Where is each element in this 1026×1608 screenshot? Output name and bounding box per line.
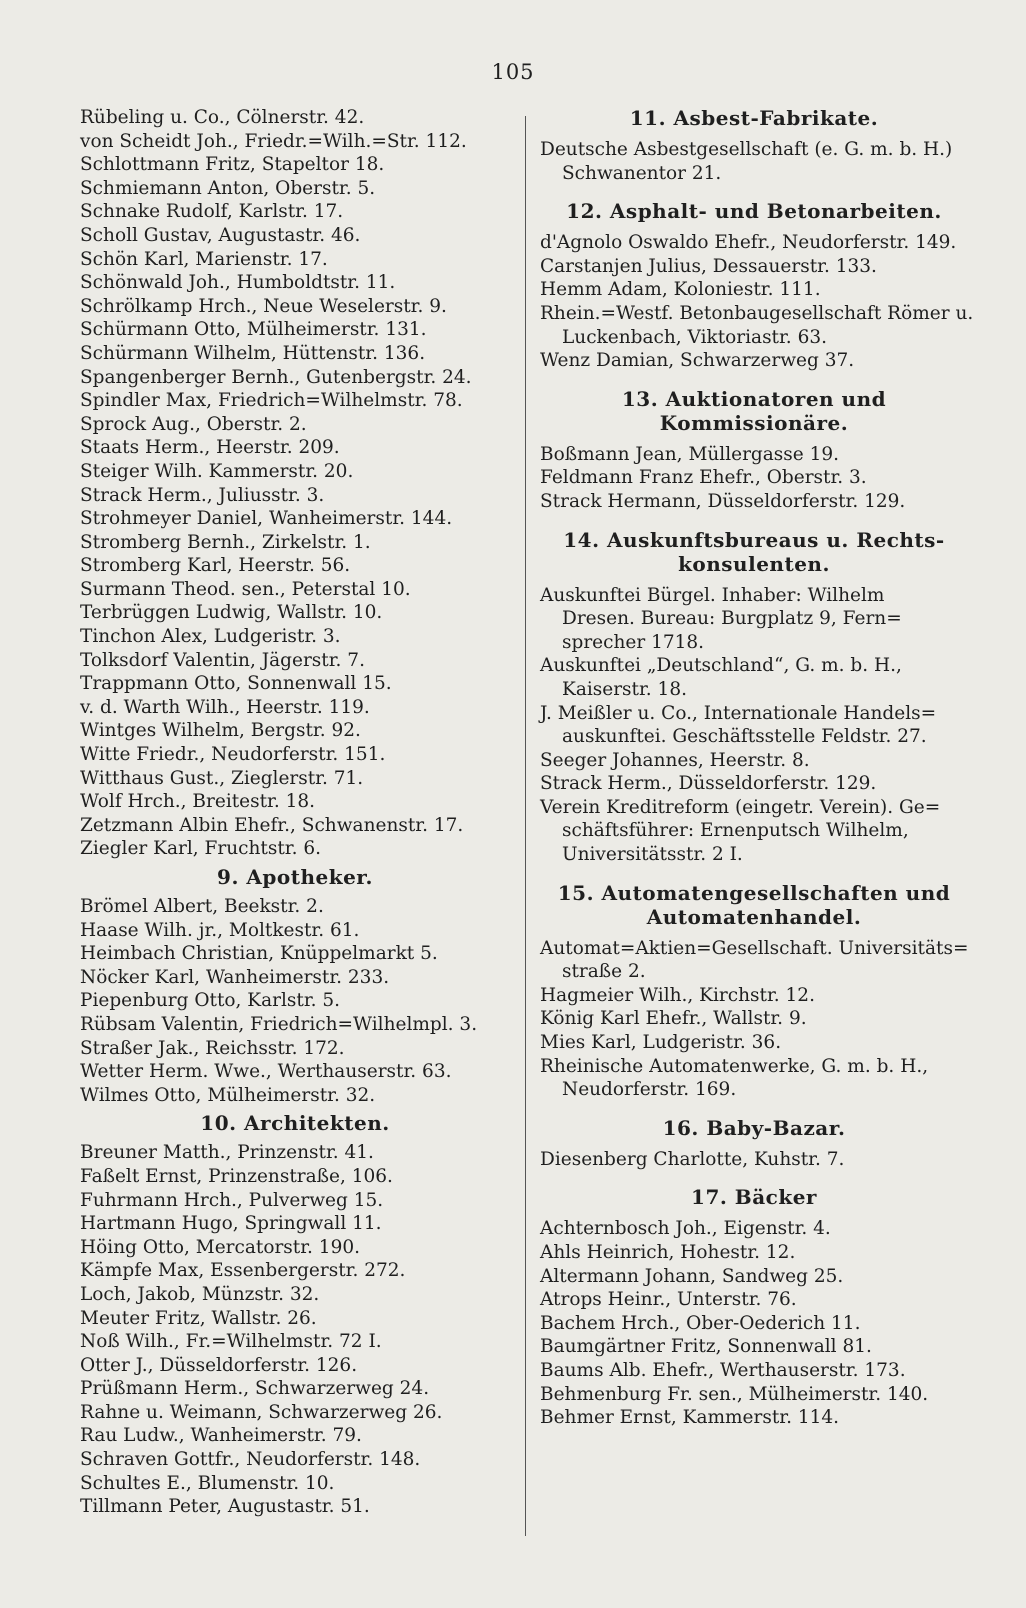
section-16 — [540, 1116, 968, 1172]
entry-text: Verein Kreditreform (eingetr. Verein). Ge= — [540, 796, 941, 818]
entry-text: Rhein.=Westf. Betonbaugesellschaft Römer u. — [540, 302, 974, 324]
section-16-entries — [540, 1148, 968, 1172]
list-item — [540, 466, 968, 490]
list-item: Steiger Wilh. Kammerstr. 20. — [80, 460, 354, 482]
list-item — [540, 1217, 968, 1241]
list-item: Sprock Aug., Oberstr. 2. — [80, 413, 307, 435]
list-item: Höing Otto, Mercatorstr. 190. — [80, 1236, 360, 1258]
entry-text: Strack Herm., Düsseldorferstr. 129. — [540, 773, 877, 795]
list-item: Straßer Jak., Reichsstr. 172. — [80, 1037, 345, 1059]
entry-text: Strack Hermann, Düsseldorferstr. 129. — [540, 490, 906, 512]
section-9-entries — [80, 895, 510, 1107]
section-10-entries — [80, 1141, 510, 1519]
list-item: Schön Karl, Marienstr. 17. — [80, 248, 328, 270]
section-heading: 9. Apotheker. — [217, 865, 373, 889]
section-heading: 16. Baby-Bazar. — [662, 1115, 846, 1140]
list-item: Schultes E., Blumenstr. 10. — [80, 1472, 335, 1494]
list-item — [540, 490, 968, 514]
entry-text: Auskunftei „Deutschland“, G. m. b. H., — [540, 655, 902, 677]
list-item — [540, 231, 968, 255]
entry-text: Hagmeier Wilh., Kirchstr. 12. — [540, 984, 815, 1006]
list-item: Ziegler Karl, Fruchtstr. 6. — [80, 838, 321, 860]
list-item: Scholl Gustav, Augustastr. 46. — [80, 224, 361, 246]
entry-continuation: Kaiserstr. 18. — [562, 678, 687, 700]
entry-continuation: Schwanentor 21. — [562, 162, 722, 184]
list-item: Schönwald Joh., Humboldtstr. 11. — [80, 272, 396, 294]
list-item — [540, 584, 968, 655]
section-heading: 10. Architekten. — [200, 1111, 390, 1136]
list-item: Schürmann Otto, Mülheimerstr. 131. — [80, 319, 427, 341]
section-15 — [540, 881, 968, 1102]
list-item: Witte Friedr., Neudorferstr. 151. — [80, 744, 386, 766]
section-heading — [540, 387, 968, 435]
entry-continuation: Dresen. Bureau: Burgplatz 9, Fern= — [562, 608, 902, 630]
list-item: Schlottmann Fritz, Stapeltor 18. — [80, 154, 385, 176]
section-12-entries — [540, 231, 974, 373]
entry-text: Altermann Johann, Sandweg 25. — [540, 1265, 844, 1287]
list-item: Meuter Fritz, Wallstr. 26. — [80, 1307, 317, 1329]
entry-continuation: Universitätsstr. 2 I. — [562, 844, 743, 866]
section-heading — [540, 881, 968, 929]
list-item — [540, 302, 974, 349]
list-item: Wintges Wilhelm, Bergstr. 92. — [80, 720, 361, 742]
list-item — [540, 278, 968, 302]
list-item — [540, 1055, 968, 1102]
list-item: Surmann Theod. sen., Peterstal 10. — [80, 578, 411, 600]
list-item — [540, 1265, 968, 1289]
list-item: Spindler Max, Friedrich=Wilhelmstr. 78. — [80, 390, 463, 412]
section-11-entries — [540, 138, 968, 185]
list-item: Spangenberger Bernh., Gutenbergstr. 24. — [80, 366, 472, 388]
list-item — [540, 796, 968, 867]
entry-text: Baums Alb. Ehefr., Werthauserstr. 173. — [540, 1359, 906, 1381]
list-item — [540, 1359, 968, 1383]
list-item — [540, 1288, 968, 1312]
list-item: Strohmeyer Daniel, Wanheimerstr. 144. — [80, 508, 453, 530]
entry-text: Baumgärtner Fritz, Sonnenwall 81. — [540, 1336, 872, 1358]
list-item: Heimbach Christian, Knüppelmarkt 5. — [80, 943, 438, 965]
list-item — [540, 937, 968, 984]
entry-continuation: Neudorferstr. 169. — [562, 1079, 737, 1101]
list-item: Wetter Herm. Wwe., Werthauserstr. 63. — [80, 1061, 452, 1083]
list-item: Loch, Jakob, Münzstr. 32. — [80, 1283, 320, 1305]
list-item: Faßelt Ernst, Prinzenstraße, 106. — [80, 1165, 393, 1187]
entry-text: Diesenberg Charlotte, Kuhstr. 7. — [540, 1148, 845, 1170]
list-item — [540, 1241, 968, 1265]
section-9 — [80, 865, 510, 1107]
section-13 — [540, 387, 968, 514]
list-item: Rahne u. Weimann, Schwarzerweg 26. — [80, 1401, 443, 1423]
list-item: Wolf Hrch., Breitestr. 18. — [80, 791, 316, 813]
entry-continuation: schäftsführer: Ernenputsch Wilhelm, — [562, 820, 909, 842]
right-column — [540, 106, 974, 1430]
list-item — [540, 1335, 968, 1359]
list-item: Brömel Albert, Beekstr. 2. — [80, 896, 324, 917]
list-item — [540, 1383, 968, 1407]
list-item: Piepenburg Otto, Karlstr. 5. — [80, 990, 341, 1012]
list-item — [540, 255, 968, 279]
entry-text: Boßmann Jean, Müllergasse 19. — [540, 443, 840, 465]
list-item: Breuner Matth., Prinzenstr. 41. — [80, 1142, 374, 1164]
list-item: Noß Wilh., Fr.=Wilhelmstr. 72 I. — [80, 1331, 382, 1353]
entry-continuation: Luckenbach, Viktoriastr. 63. — [562, 326, 827, 348]
entry-text: d'Agnolo Oswaldo Ehefr., Neudorferstr. 149. — [540, 232, 957, 254]
entry-text: Rheinische Automatenwerke, G. m. b. H., — [540, 1055, 929, 1077]
entry-text: Wenz Damian, Schwarzerweg 37. — [540, 350, 855, 372]
list-item: Rau Ludw., Wanheimerstr. 79. — [80, 1425, 362, 1447]
list-item: Witthaus Gust., Zieglerstr. 71. — [80, 767, 364, 789]
list-item — [540, 702, 968, 749]
heading-line: 14. Auskunftsbureaus u. Rechts- — [563, 527, 945, 552]
list-item — [540, 1031, 968, 1055]
section-10 — [80, 1111, 510, 1519]
list-item: Wilmes Otto, Mülheimerstr. 32. — [80, 1084, 376, 1106]
column-divider — [525, 116, 526, 1536]
list-item: Stromberg Karl, Heerstr. 56. — [80, 555, 351, 577]
list-item — [540, 443, 968, 467]
list-item — [540, 772, 968, 796]
list-item: v. d. Warth Wilh., Heerstr. 119. — [80, 696, 370, 718]
list-item: Rübsam Valentin, Friedrich=Wilhelmpl. 3. — [80, 1013, 478, 1035]
list-item — [540, 138, 968, 185]
list-item: Prüßmann Herm., Schwarzerweg 24. — [80, 1378, 430, 1400]
list-item: Nöcker Karl, Wanheimerstr. 233. — [80, 966, 390, 988]
page-number: 105 — [491, 60, 535, 84]
section-15-entries — [540, 937, 968, 1102]
list-item — [540, 1007, 968, 1031]
entry-text: König Karl Ehefr., Wallstr. 9. — [540, 1008, 807, 1030]
entry-text: Atrops Heinr., Unterstr. 76. — [540, 1289, 797, 1311]
entry-text: Auskunftei Bürgel. Inhaber: Wilhelm — [540, 584, 885, 606]
list-item: Schnake Rudolf, Karlstr. 17. — [80, 201, 344, 223]
section-17-entries — [540, 1217, 968, 1429]
heading-line: 15. Automatengesellschaften und — [557, 880, 951, 905]
section-14-entries — [540, 584, 968, 867]
entry-text: Behmenburg Fr. sen., Mülheimerstr. 140. — [540, 1383, 929, 1405]
section-12 — [540, 199, 974, 373]
list-item: Stromberg Bernh., Zirkelstr. 1. — [80, 531, 371, 553]
section-17 — [540, 1185, 968, 1429]
entry-continuation: sprecher 1718. — [562, 631, 705, 653]
heading-line: 13. Auktionatoren und — [621, 386, 887, 411]
list-item — [540, 1148, 968, 1172]
list-item — [540, 1406, 968, 1430]
section-11 — [540, 106, 968, 185]
list-item: Schmiemann Anton, Oberstr. 5. — [80, 177, 376, 199]
entry-text: Mies Karl, Ludgeristr. 36. — [540, 1032, 782, 1054]
list-item — [540, 654, 968, 701]
list-item: Haase Wilh. jr., Moltkestr. 61. — [80, 919, 360, 941]
list-item: Tinchon Alex, Ludgeristr. 3. — [80, 626, 341, 648]
heading-line: Kommissionäre. — [659, 410, 849, 435]
entry-text: Deutsche Asbestgesellschaft (e. G. m. b. H.) — [540, 139, 953, 160]
list-item: Trappmann Otto, Sonnenwall 15. — [80, 673, 392, 695]
list-item — [540, 349, 968, 373]
list-item: Strack Herm., Juliusstr. 3. — [80, 484, 325, 506]
entry-text: Seeger Johannes, Heerstr. 8. — [540, 749, 810, 771]
entry-continuation: straße 2. — [562, 961, 646, 983]
list-item — [540, 1312, 968, 1336]
list-item: von Scheidt Joh., Friedr.=Wilh.=Str. 112. — [80, 130, 467, 152]
section-13-entries — [540, 443, 968, 514]
list-item: Schrölkamp Hrch., Neue Weselerstr. 9. — [80, 295, 447, 317]
list-item: Terbrüggen Ludwig, Wallstr. 10. — [80, 602, 383, 624]
section-heading — [540, 528, 968, 576]
section-heading: 17. Bäcker — [691, 1185, 817, 1210]
section-heading: 11. Asbest-Fabrikate. — [629, 106, 879, 130]
entry-continuation: auskunftei. Geschäftsstelle Feldstr. 27. — [562, 726, 927, 748]
list-item: Staats Herm., Heerstr. 209. — [80, 437, 340, 459]
entry-text: Automat=Aktien=Gesellschaft. Universitäts= — [540, 937, 969, 959]
list-item — [540, 984, 968, 1008]
entry-text: Hemm Adam, Koloniestr. 111. — [540, 279, 821, 301]
list-item: Kämpfe Max, Essenbergerstr. 272. — [80, 1260, 406, 1282]
list-item: Zetzmann Albin Ehefr., Schwanenstr. 17. — [80, 814, 464, 836]
section-14 — [540, 528, 968, 867]
heading-line: konsulenten. — [678, 551, 830, 576]
entry-text: Carstanjen Julius, Dessauerstr. 133. — [540, 255, 877, 277]
entry-text: Feldmann Franz Ehefr., Oberstr. 3. — [540, 467, 867, 489]
list-item: Schürmann Wilhelm, Hüttenstr. 136. — [80, 342, 426, 364]
left-entries-top — [80, 106, 510, 861]
entry-text: Behmer Ernst, Kammerstr. 114. — [540, 1407, 840, 1429]
left-column — [80, 106, 510, 1519]
entry-text: Ahls Heinrich, Hohestr. 12. — [540, 1242, 796, 1263]
entry-text: Bachem Hrch., Ober-Oederich 11. — [540, 1312, 861, 1334]
entry-text: Achternbosch Joh., Eigenstr. 4. — [540, 1218, 831, 1240]
entry-text: J. Meißler u. Co., Internationale Handels= — [540, 702, 937, 724]
list-item: Fuhrmann Hrch., Pulverweg 15. — [80, 1189, 384, 1211]
list-item — [540, 749, 968, 773]
list-item: Tillmann Peter, Augustastr. 51. — [80, 1496, 370, 1518]
list-item: Otter J., Düsseldorferstr. 126. — [80, 1354, 358, 1376]
heading-line: Automatenhandel. — [646, 904, 862, 929]
list-item: Rübeling u. Co., Cölnerstr. 42. — [80, 107, 365, 128]
list-item: Tolksdorf Valentin, Jägerstr. 7. — [80, 649, 365, 671]
list-item: Hartmann Hugo, Springwall 11. — [80, 1213, 382, 1235]
section-heading: 12. Asphalt- und Betonarbeiten. — [566, 199, 942, 224]
list-item: Schraven Gottfr., Neudorferstr. 148. — [80, 1449, 421, 1471]
